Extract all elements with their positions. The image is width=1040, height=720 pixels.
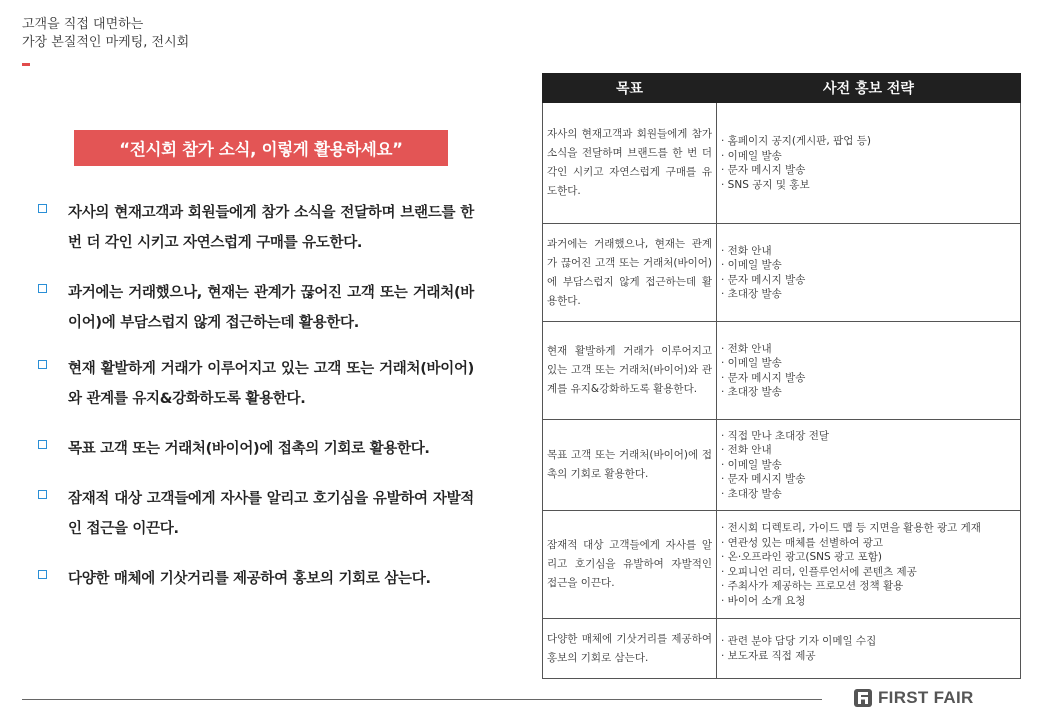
table-row bbox=[543, 511, 1021, 619]
strategy-item: · 온·오프라인 광고(SNS 광고 포함) bbox=[721, 551, 882, 563]
strategy-cell bbox=[717, 511, 1021, 619]
strategy-item: · 이메일 발송 bbox=[721, 149, 782, 162]
footer-divider bbox=[22, 699, 822, 700]
strategy-item: · 연관성 있는 매체를 선별하여 광고 bbox=[721, 536, 884, 549]
brand-name: FIRST FAIR bbox=[878, 688, 974, 707]
strategy-item: · 전화 안내 bbox=[721, 342, 772, 355]
strategy-item: · 전화 안내 bbox=[721, 244, 772, 257]
strategy-item: · 직접 만나 초대장 전달 bbox=[721, 429, 829, 442]
table-row bbox=[543, 420, 1021, 511]
strategy-item: · 초대장 발송 bbox=[721, 487, 782, 500]
bullet-text: 현재 활발하게 거래가 이루어지고 있는 고객 또는 거래처(바이어)와 관계를 유지&강화하도록 활용한다. bbox=[68, 361, 474, 407]
strategy-item: · 문자 메시지 발송 bbox=[721, 371, 806, 384]
checkbox-square-icon bbox=[38, 204, 47, 213]
strategy-item: · 오피니언 리더, 인플루언서에 콘텐츠 제공 bbox=[721, 565, 917, 578]
goal-cell: 목표 고객 또는 거래처(바이어)에 접촉의 기회로 활용한다. bbox=[543, 420, 717, 511]
strategy-item: · 초대장 발송 bbox=[721, 386, 782, 398]
checkbox-square-icon bbox=[38, 284, 47, 293]
strategy-item: · 관련 분야 담당 기자 이메일 수집 bbox=[721, 635, 877, 647]
strategy-item: · 주최사가 제공하는 프로모션 정책 활용 bbox=[721, 580, 904, 592]
bullet-text: 목표 고객 또는 거래처(바이어)에 접촉의 기회로 활용한다. bbox=[68, 441, 430, 457]
brand-logo bbox=[854, 688, 974, 708]
strategy-table bbox=[542, 73, 1021, 679]
strategy-item: · 문자 메시지 발송 bbox=[721, 473, 806, 486]
header-accent-bar bbox=[22, 63, 30, 66]
strategy-item: · 문자 메시지 발송 bbox=[721, 273, 806, 286]
checkbox-square-icon bbox=[38, 440, 47, 449]
checkbox-square-icon bbox=[38, 490, 47, 499]
checkbox-square-icon bbox=[38, 360, 47, 369]
bullet-text: 잠재적 대상 고객들에게 자사를 알리고 호기심을 유발하여 자발적인 접근을 이끈다. bbox=[68, 491, 474, 537]
strategy-item: · 홈페이지 공지(게시판, 팝업 등) bbox=[721, 135, 871, 147]
strategy-item: · 초대장 발송 bbox=[721, 288, 782, 300]
strategy-item: · 전시회 디렉토리, 가이드 맵 등 지면을 활용한 광고 게재 bbox=[721, 522, 981, 534]
strategy-cell bbox=[717, 322, 1021, 420]
table-header-row bbox=[543, 74, 1021, 103]
strategy-item: · 전화 안내 bbox=[721, 444, 772, 457]
first-fair-logo-icon bbox=[854, 689, 872, 707]
bullet-text: 과거에는 거래했으나, 현재는 관계가 끊어진 고객 또는 거래처(바이어)에 부담스럽지 않게 접근하는데 활용한다. bbox=[68, 285, 474, 331]
goal-cell: 잠재적 대상 고객들에게 자사를 알리고 호기심을 유발하여 자발적인 접근을 이끈다. bbox=[543, 511, 717, 619]
page-header bbox=[22, 16, 189, 52]
goal-cell: 현재 활발하게 거래가 이루어지고 있는 고객 또는 거래처(바이어)와 관계를 유지&강화하도록 활용한다. bbox=[543, 322, 717, 420]
column-header-goal: 목표 bbox=[543, 74, 717, 103]
table-row bbox=[543, 103, 1021, 224]
goal-cell: 다양한 매체에 기삿거리를 제공하여 홍보의 기회로 삼는다. bbox=[543, 619, 717, 679]
checkbox-square-icon bbox=[38, 570, 47, 579]
goal-cell: 자사의 현재고객과 회원들에게 참가 소식을 전달하며 브랜드를 한 번 더 각인 시키고 자연스럽게 구매를 유도한다. bbox=[543, 103, 717, 224]
strategy-item: · 이메일 발송 bbox=[721, 458, 782, 471]
strategy-item: · 이메일 발송 bbox=[721, 357, 782, 369]
strategy-item: · 이메일 발송 bbox=[721, 259, 782, 271]
strategy-cell bbox=[717, 103, 1021, 224]
strategy-item: · 바이어 소개 요청 bbox=[721, 594, 806, 607]
table-row bbox=[543, 619, 1021, 679]
table-row bbox=[543, 224, 1021, 322]
table-row bbox=[543, 322, 1021, 420]
strategy-cell bbox=[717, 224, 1021, 322]
header-line-2: 가장 본질적인 마케팅, 전시회 bbox=[22, 35, 190, 50]
header-line-1: 고객을 직접 대면하는 bbox=[22, 17, 144, 32]
strategy-cell bbox=[717, 619, 1021, 679]
callout-banner: “전시회 참가 소식, 이렇게 활용하세요” bbox=[74, 130, 448, 166]
bullet-text: 다양한 매체에 기삿거리를 제공하여 홍보의 기회로 삼는다. bbox=[68, 571, 431, 587]
bullet-text: 자사의 현재고객과 회원들에게 참가 소식을 전달하며 브랜드를 한 번 더 각인 시키고 자연스럽게 구매를 유도한다. bbox=[68, 205, 474, 251]
goal-cell: 과거에는 거래했으나, 현재는 관계가 끊어진 고객 또는 거래처(바이어)에 부담스럽지 않게 접근하는데 활용한다. bbox=[543, 224, 717, 322]
strategy-item: · 문자 메시지 발송 bbox=[721, 164, 806, 176]
strategy-item: · 보도자료 직접 제공 bbox=[721, 649, 816, 662]
strategy-cell bbox=[717, 420, 1021, 511]
column-header-strategy: 사전 홍보 전략 bbox=[717, 74, 1021, 103]
strategy-item: · SNS 공지 및 홍보 bbox=[721, 178, 810, 191]
